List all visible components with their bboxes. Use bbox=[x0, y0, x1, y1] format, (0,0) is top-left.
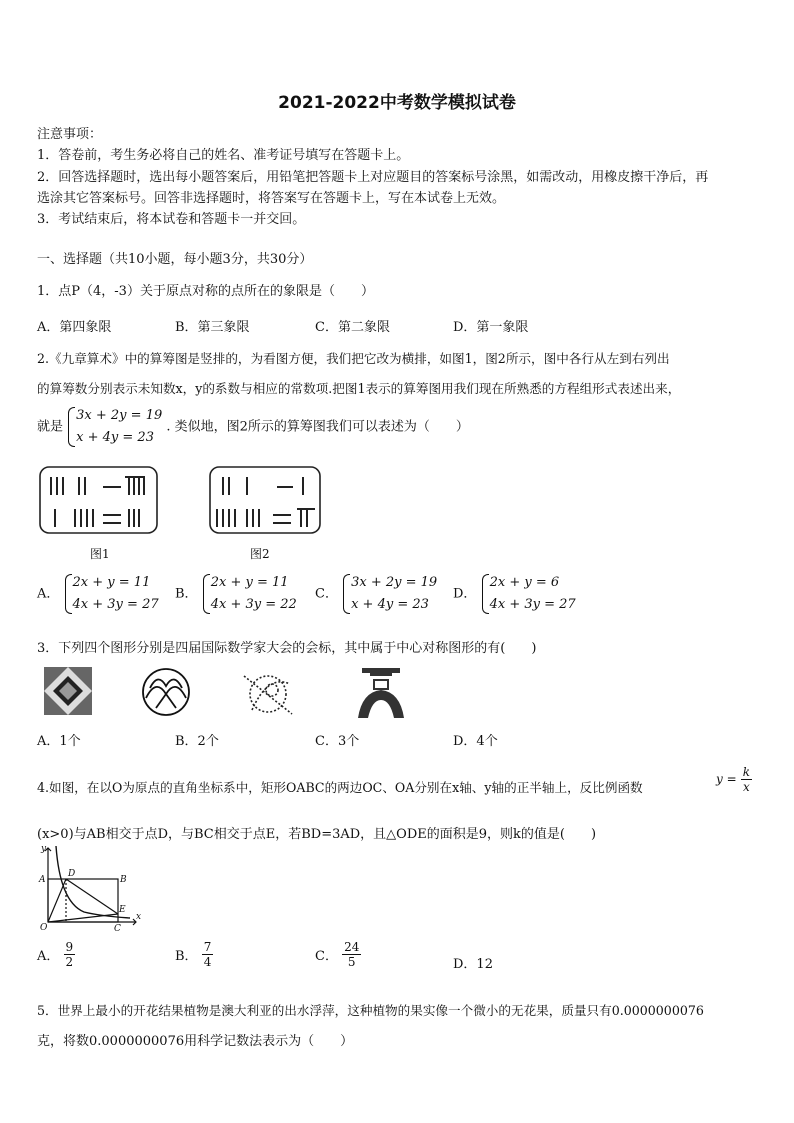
q4-function: y = $\frac{k}{x}$ bbox=[716, 765, 751, 794]
q2-line2: 的算筹数分别表示未知数x，y的系数与相应的常数项.把图1表示的算筹图用我们现在所熟悉的方程组形式表述出来， bbox=[37, 381, 681, 396]
q2-suffix: . 类似地，图2所示的算筹图我们可以表述为（ ） bbox=[166, 419, 469, 435]
counting-rod-figures bbox=[37, 463, 327, 563]
q3-option-b[interactable]: B．2个 bbox=[175, 734, 219, 749]
q3-option-d[interactable]: D．4个 bbox=[453, 734, 498, 749]
note-2a: 2．回答选择题时，选出每小题答案后，用铅笔把答题卡上对应题目的答案标号涂黑，如需改动，用橡皮擦干净后，再 bbox=[37, 170, 709, 185]
logo-1-icon bbox=[44, 667, 92, 715]
q4-line2: (x>0)与AB相交于点D，与BC相交于点E，若BD=3AD，且△ODE的面积是9，则k的值是( ) bbox=[37, 827, 597, 842]
congress-logos bbox=[40, 664, 420, 722]
q3-option-a[interactable]: A．1个 bbox=[37, 734, 81, 749]
q1-option-a[interactable]: A．第四象限 bbox=[37, 320, 112, 335]
q1-option-d[interactable]: D．第一象限 bbox=[453, 320, 529, 335]
q4-option-b[interactable]: B． $\frac{7}{4}$ bbox=[175, 940, 212, 969]
q4-coordinate-figure bbox=[38, 842, 142, 932]
q3-stem: 3．下列四个图形分别是四届国际数学家大会的会标，其中属于中心对称图形的有( ) bbox=[37, 641, 537, 656]
q2-statement bbox=[37, 405, 469, 449]
logo-4-icon bbox=[358, 668, 404, 718]
q2-line1: 2.《九章算术》中的算筹图是竖排的，为看图方便，我们把它改为横排，如图1，图2所示，图中各行从左到右列出 bbox=[37, 351, 670, 366]
q2-main-system: 3x + 2y = 19 x + 4y = 23 bbox=[67, 405, 162, 449]
note-2b: 选涂其它答案标号。回答非选择题时，将答案写在答题卡上，写在本试卷上无效。 bbox=[37, 191, 506, 206]
q5-line1: 5．世界上最小的开花结果植物是澳大利亚的出水浮萍，这种植物的果实像一个微小的无花果，质量只有0.0000000076 bbox=[37, 1003, 704, 1018]
q4-option-c[interactable]: C． $\frac{24}{5}$ bbox=[315, 940, 360, 969]
note-1: 1．答卷前，考生务必将自己的姓名、准考证号填写在答题卡上。 bbox=[37, 148, 410, 163]
point-a-label: A bbox=[39, 875, 46, 885]
point-c-label: C bbox=[114, 924, 121, 932]
q4-option-a[interactable]: A． $\frac{9}{2}$ bbox=[37, 940, 74, 969]
q2-prefix: 就是 bbox=[37, 419, 64, 435]
logo-3-icon bbox=[244, 676, 292, 714]
q2-option-a[interactable]: A． 2x + y = 11 4x + 3y = 27 bbox=[37, 572, 159, 616]
figure2-caption: 图2 bbox=[250, 547, 270, 561]
origin-label: O bbox=[40, 923, 48, 932]
point-b-label: B bbox=[120, 875, 127, 885]
notes-heading: 注意事项： bbox=[37, 127, 103, 142]
figure2-rods bbox=[217, 477, 315, 527]
q1-option-c[interactable]: C．第二象限 bbox=[315, 320, 390, 335]
point-d-label: D bbox=[68, 869, 76, 879]
section-heading: 一、选择题（共10小题，每小题3分，共30分） bbox=[37, 252, 313, 267]
note-3: 3．考试结束后，将本试卷和答题卡一并交回。 bbox=[37, 212, 306, 227]
q2-option-b[interactable]: B． 2x + y = 11 4x + 3y = 22 bbox=[175, 572, 297, 616]
q4-option-d[interactable]: D．12 bbox=[453, 957, 493, 972]
figure1-caption: 图1 bbox=[90, 547, 110, 561]
figure1-rods bbox=[51, 477, 145, 527]
q3-option-c[interactable]: C．3个 bbox=[315, 734, 360, 749]
point-e-label: E bbox=[119, 905, 126, 915]
q1-option-b[interactable]: B．第三象限 bbox=[175, 320, 250, 335]
q2-option-c[interactable]: C． 3x + 2y = 19 x + 4y = 23 bbox=[315, 572, 437, 616]
page-title: 2021-2022中考数学模拟试卷 bbox=[278, 93, 516, 113]
axis-x-label: x bbox=[136, 912, 142, 922]
q1-stem: 1．点P（4，-3）关于原点对称的点所在的象限是（ ） bbox=[37, 284, 374, 299]
q5-line2: 克，将数0.0000000076用科学记数法表示为（ ） bbox=[37, 1034, 354, 1049]
logo-2-icon bbox=[143, 669, 189, 715]
axis-y-label: y bbox=[41, 844, 47, 854]
q4-line1: 4.如图，在以O为原点的直角坐标系中，矩形OABC的两边OC、OA分别在x轴、y轴的正半轴上，反比例函数 bbox=[37, 780, 643, 795]
q2-option-d[interactable]: D． 2x + y = 6 4x + 3y = 27 bbox=[453, 572, 576, 616]
